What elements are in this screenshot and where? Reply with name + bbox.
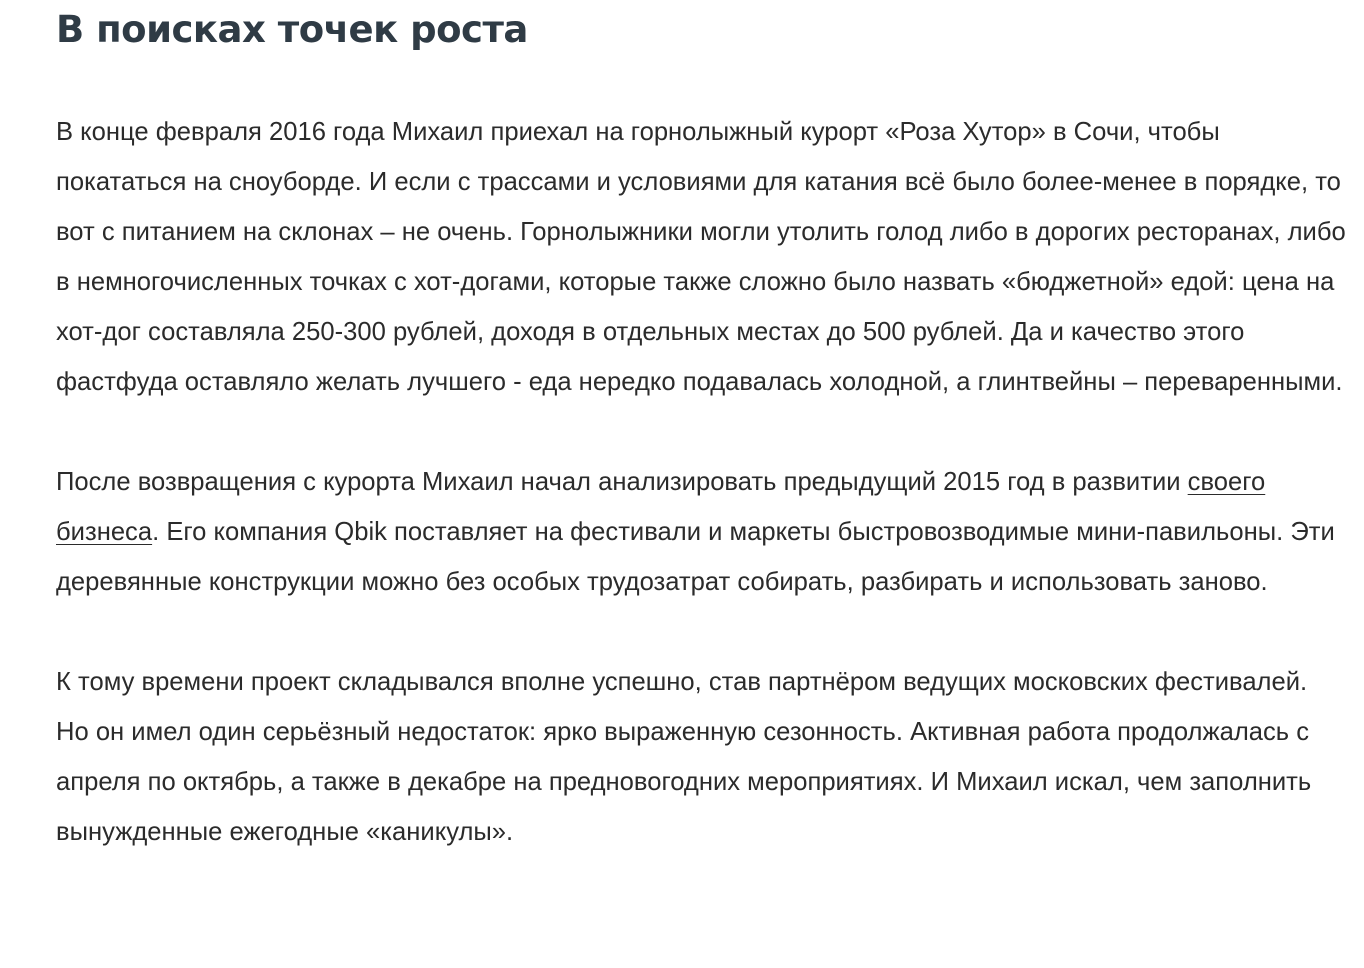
article-body	[56, 0, 1346, 857]
paragraph-1: В конце февраля 2016 года Михаил приехал на горнолыжный курорт «Роза Хутор» в Сочи, чтобы покататься на сноуборде. И если с трассами и условиями для катания всё было более-менее в порядке, то вот с питанием на склонах – не очень. Горнолыжники могли утолить голод либо в дорогих ресторанах, либо в немногочисленных точках с хот-догами, которые также сложно было назвать «бюджетной» едой: цена на хот-дог составляла 250-300 рублей, доходя в отдельных местах до 500 рублей. Да и качество этого фастфуда оставляло желать лучшего - еда нередко подавалась холодной, а глинтвейны – переваренными.	[56, 118, 1346, 396]
business-link[interactable]: своего бизнеса	[56, 468, 1266, 546]
paragraph-2	[56, 457, 1346, 607]
section-heading: В поисках точек роста	[56, 8, 528, 51]
paragraph-2-text-start: После возвращения с курорта Михаил начал анализировать предыдущий 2015 год в развитии	[56, 468, 1188, 496]
paragraph-3: К тому времени проект складывался вполне успешно, став партнёром ведущих московских фестивалей. Но он имел один серьёзный недостаток: ярко выраженную сезонность. Активная работа продолжалась с апреля по октябрь, а также в декабре на предновогодних мероприятиях. И Михаил искал, чем заполнить вынужденные ежегодные «каникулы».	[56, 668, 1312, 846]
paragraph-2-text-end: . Его компания Qbik поставляет на фестивали и маркеты быстровозводимые мини-павильоны. Эти деревянные конструкции можно без особых трудозатрат собирать, разбирать и использовать заново.	[56, 518, 1335, 596]
